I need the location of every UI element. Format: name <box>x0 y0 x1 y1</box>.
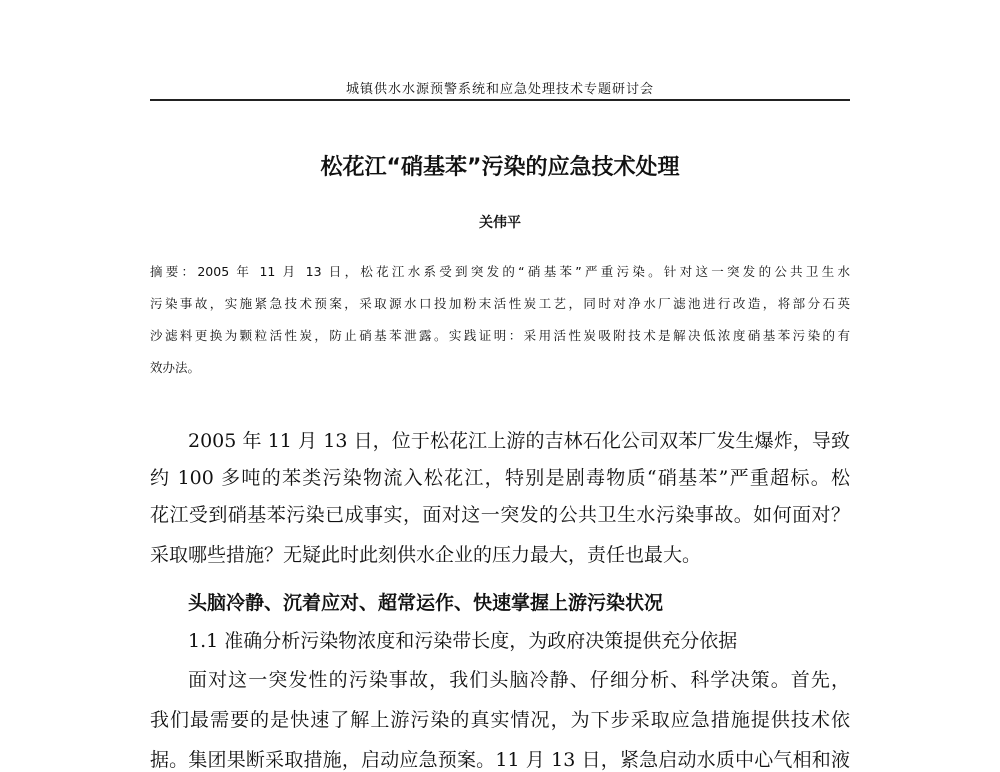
body-line: 采取哪些措施？无疑此时此刻供水企业的压力最大，责任也最大。 <box>150 544 702 566</box>
abstract-line: 污染事故，实施紧急技术预案，采取源水口投加粉末活性炭工艺，同时对净水厂滤池进行改造，将部分石英 <box>150 296 850 311</box>
body-line: 据。集团果断采取措施，启动应急预案。11 月 13 日，紧急启动水质中心气相和液 <box>150 749 850 771</box>
article-title: 松花江“硝基苯”污染的应急技术处理 <box>320 155 680 180</box>
subsection-heading: 1.1 准确分析污染物浓度和污染带长度，为政府决策提供充分依据 <box>188 630 738 652</box>
section-heading: 头脑冷静、沉着应对、超常运作、快速掌握上游污染状况 <box>188 592 664 614</box>
header-rule <box>150 99 850 101</box>
running-header: 城镇供水水源预警系统和应急处理技术专题研讨会 <box>345 82 654 97</box>
body-line: 我们最需要的是快速了解上游污染的真实情况，为下步采取应急措施提供技术依 <box>150 709 850 731</box>
abstract-line: 摘要：2005 年 11 月 13 日，松花江水系受到突发的“硝基苯”严重污染。针对这一突发的公共卫生水 <box>150 264 850 279</box>
abstract-line: 效办法。 <box>150 360 201 375</box>
article-author: 关伟平 <box>479 215 521 231</box>
body-line: 面对这一突发性的污染事故，我们头脑冷静、仔细分析、科学决策。首先， <box>188 669 850 691</box>
body-line: 约 100 多吨的苯类污染物流入松花江，特别是剧毒物质“硝基苯”严重超标。松 <box>150 467 850 489</box>
abstract-line: 沙滤料更换为颗粒活性炭，防止硝基苯泄露。实践证明：采用活性炭吸附技术是解决低浓度硝基苯污染的有 <box>150 328 850 343</box>
body-line: 花江受到硝基苯污染已成事实，面对这一突发的公共卫生水污染事故。如何面对？ <box>150 504 850 526</box>
body-line: 2005 年 11 月 13 日，位于松花江上游的吉林石化公司双苯厂发生爆炸，导致 <box>188 430 850 452</box>
